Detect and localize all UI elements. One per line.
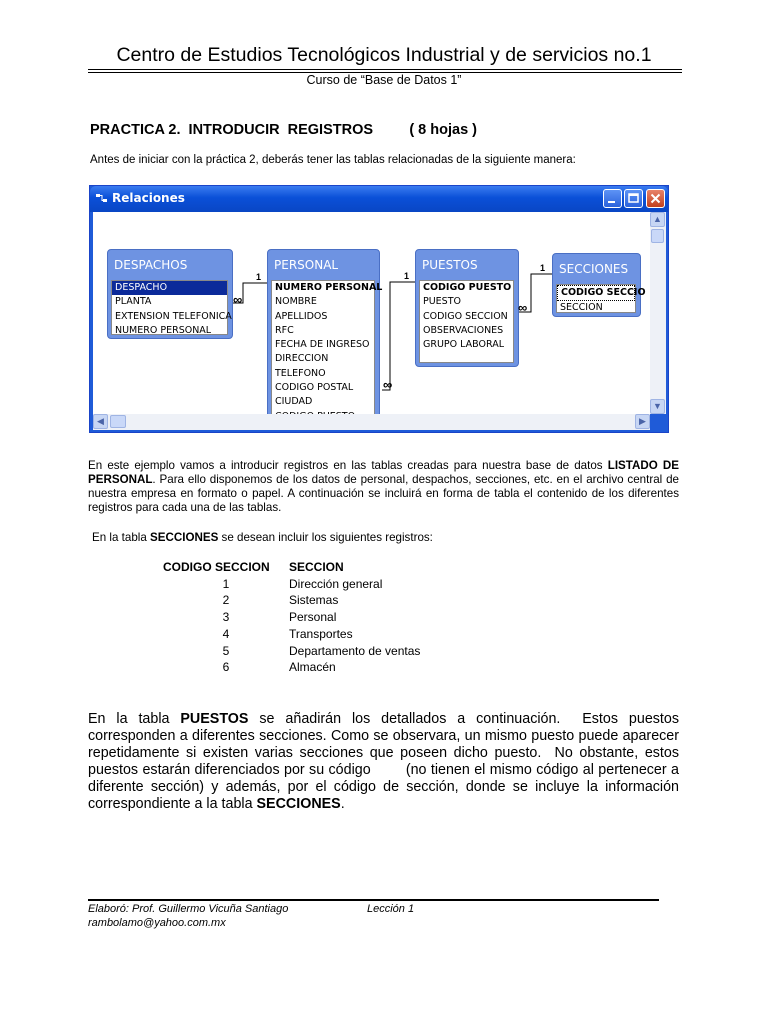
table-row: 2 Sistemas — [222, 593, 339, 608]
table-row: 5 Departamento de ventas — [222, 643, 421, 658]
scroll-up-button[interactable]: ▲ — [650, 212, 665, 227]
close-button[interactable] — [646, 189, 665, 208]
title-rule-top — [88, 69, 682, 70]
table-row: 6 Almacén — [222, 660, 336, 675]
table-row: 3 Personal — [222, 610, 337, 625]
field-item[interactable]: APELLIDOS — [275, 310, 328, 322]
field-item[interactable]: SECCION — [560, 302, 603, 314]
field-item[interactable]: CODIGO SECCIO — [557, 285, 635, 301]
footer-lesson: Lección 1 — [367, 903, 415, 915]
col-seccion: SECCION — [289, 560, 344, 574]
minimize-button[interactable] — [603, 189, 622, 208]
scroll-down-button[interactable]: ▼ — [650, 399, 665, 414]
maximize-icon — [625, 190, 642, 207]
relation-one-label: 1 — [256, 272, 262, 282]
maximize-button[interactable] — [624, 189, 643, 208]
table-puestos[interactable] — [415, 249, 519, 367]
bold-secciones-2: SECCIONES — [256, 796, 341, 812]
relation-one-label: 1 — [540, 263, 546, 273]
relation-many-label: ∞ — [383, 377, 393, 392]
field-item[interactable]: CIUDAD — [275, 396, 313, 408]
field-item[interactable]: EXTENSION TELEFONICA — [115, 310, 232, 322]
bold-listado: LISTADO DE PERSONAL — [88, 459, 679, 486]
field-item[interactable]: CODIGO PUESTO — [423, 282, 512, 293]
relationships-icon — [96, 193, 108, 204]
table-header: DESPACHOS — [114, 258, 188, 272]
relation-one-label: 1 — [404, 271, 410, 281]
field-item[interactable]: PLANTA — [115, 296, 152, 308]
scroll-left-button[interactable]: ◀ — [93, 414, 108, 429]
relation-many-label: ∞ — [518, 300, 528, 315]
field-item[interactable]: NOMBRE — [275, 296, 317, 308]
footer-author: Elaboró: Prof. Guillermo Vicuña Santiago — [88, 903, 289, 915]
window-title: Relaciones — [112, 191, 185, 205]
table-secciones[interactable] — [552, 253, 646, 317]
practice-title: PRACTICA 2. INTRODUCIR REGISTROS — [90, 122, 374, 138]
scroll-thumb[interactable] — [651, 229, 664, 243]
window-titlebar[interactable] — [90, 186, 668, 212]
table-despachos[interactable] — [107, 249, 233, 339]
practice-heading — [90, 122, 477, 138]
field-list — [556, 284, 646, 314]
table-personal[interactable] — [267, 249, 383, 429]
table-row: 1 Dirección general — [222, 576, 383, 591]
table-header: PUESTOS — [422, 258, 478, 272]
relaciones-window — [89, 185, 669, 433]
field-item[interactable]: RFC — [275, 324, 294, 336]
table-header-row — [163, 559, 420, 576]
field-item[interactable]: DIRECCION — [275, 353, 329, 365]
secciones-table — [163, 559, 420, 676]
paragraph-secciones: En la tabla SECCIONES se desean incluir los siguientes registros: — [92, 531, 433, 544]
field-item[interactable]: CODIGO POSTAL — [275, 382, 354, 394]
practice-pages: ( 8 hojas ) — [409, 122, 477, 138]
col-codigo-seccion: CODIGO SECCION — [163, 560, 270, 574]
table-header: SECCIONES — [559, 262, 629, 276]
vertical-scrollbar[interactable] — [650, 212, 666, 414]
field-item[interactable]: OBSERVACIONES — [423, 324, 504, 336]
field-item[interactable]: NUMERO PERSONAL — [115, 324, 212, 336]
document-title: Centro de Estudios Tecnológicos Industrial y de servicios no.1 — [116, 44, 652, 66]
table-header: PERSONAL — [274, 258, 339, 272]
scroll-thumb[interactable] — [110, 415, 126, 428]
field-item[interactable]: CODIGO SECCION — [423, 310, 508, 322]
field-item[interactable]: DESPACHO — [112, 281, 227, 295]
table-row: 4 Transportes — [222, 626, 353, 641]
relation-many-label: ∞ — [233, 292, 243, 307]
footer-rule — [88, 899, 659, 901]
field-item[interactable]: NUMERO PERSONAL — [275, 282, 383, 293]
course-subtitle: Curso de “Base de Datos 1” — [306, 73, 462, 87]
field-list — [271, 280, 383, 425]
scroll-right-button[interactable]: ▶ — [635, 414, 650, 429]
field-list — [111, 280, 232, 336]
paragraph-listado: En este ejemplo vamos a introducir registros en las tablas creadas para nuestra base de datos LISTADO DE PERSONAL. Para ello disponemos de los datos de personal, despachos, secciones, etc. en el archivo central de nuestra empresa en formato o papel. A continuación se incluirá en forma de tabla el contenido de los diferentes registros para cada una de las tablas. — [88, 459, 679, 514]
field-item[interactable]: PUESTO — [423, 296, 461, 308]
bold-puestos: PUESTOS — [180, 711, 249, 727]
bold-secciones: SECCIONES — [150, 531, 219, 544]
field-list — [419, 280, 514, 363]
minimize-icon — [604, 190, 621, 207]
field-item[interactable]: GRUPO LABORAL — [423, 339, 504, 351]
field-item[interactable]: TELEFONO — [275, 367, 326, 379]
field-item[interactable]: FECHA DE INGRESO — [275, 339, 370, 351]
close-icon — [647, 190, 664, 207]
relationships-canvas — [93, 212, 650, 414]
paragraph-puestos: En la tabla PUESTOS se añadirán los detallados a continuación. Estos puestos corresponden a diferentes secciones. Como se observara, un mismo puesto puede aparecer repetidamente si existen varias secciones que poseen dicho puesto. No obstante, estos puestos estarán diferenciados por su código (no tienen el mismo código al pertenecer a diferente sección) y además, por el código de sección, donde se incluye la información correspondiente a la tabla SECCIONES. — [88, 711, 683, 812]
intro-text: Antes de iniciar con la práctica 2, deberás tener las tablas relacionadas de la siguiente manera: — [90, 154, 576, 166]
horizontal-scrollbar[interactable] — [93, 414, 650, 430]
footer-email: rambolamo@yahoo.com.mx — [88, 917, 226, 929]
